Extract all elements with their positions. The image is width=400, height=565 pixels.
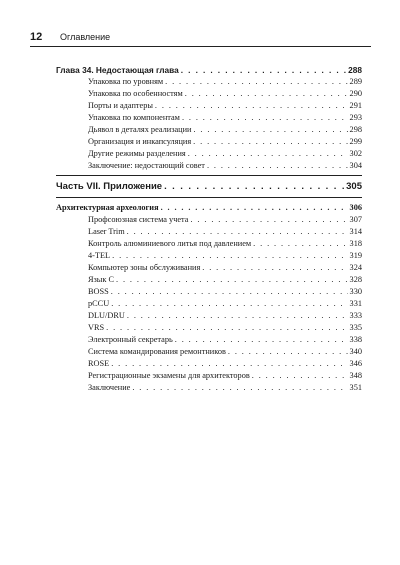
toc-page: 324 xyxy=(349,263,362,272)
page-header xyxy=(30,28,371,47)
toc-label: VRS xyxy=(88,323,105,332)
toc-entry[interactable] xyxy=(56,382,362,394)
dot-leader xyxy=(193,136,347,148)
toc-entry[interactable] xyxy=(56,124,362,136)
toc-label: Контроль алюминиевого литья под давлением xyxy=(88,239,252,248)
toc-entry[interactable] xyxy=(56,358,362,370)
appendix-sections xyxy=(56,214,362,394)
dot-leader xyxy=(106,322,347,334)
dot-leader xyxy=(127,226,348,238)
dot-leader xyxy=(116,274,348,286)
toc-entry[interactable] xyxy=(56,148,362,160)
dot-leader xyxy=(132,382,347,394)
toc-label: DLU/DRU xyxy=(88,311,125,320)
toc-page: 307 xyxy=(349,215,362,224)
toc-page: 314 xyxy=(349,227,362,236)
toc-entry[interactable] xyxy=(56,100,362,112)
toc-entry[interactable] xyxy=(56,262,362,274)
toc-label: Laser Trim xyxy=(88,227,125,236)
toc-entry[interactable] xyxy=(56,298,362,310)
toc-page: 351 xyxy=(349,383,362,392)
toc-chapter-34[interactable] xyxy=(56,64,362,76)
chapter-34-sections xyxy=(56,76,362,172)
toc-page: 289 xyxy=(349,77,362,86)
toc-page: 306 xyxy=(349,203,362,212)
toc-page: 331 xyxy=(349,299,362,308)
dot-leader xyxy=(161,202,348,214)
toc-page: 318 xyxy=(349,239,362,248)
toc-entry[interactable] xyxy=(56,274,362,286)
toc-label: Архитектурная археология xyxy=(56,203,159,212)
toc-label: Электронный секретарь xyxy=(88,335,173,344)
toc-page: 338 xyxy=(349,335,362,344)
toc-label: Другие режимы разделения xyxy=(88,149,186,158)
toc-page: 346 xyxy=(349,359,362,368)
toc-page: 298 xyxy=(349,125,362,134)
toc-label: Дьявол в деталях реализации xyxy=(88,125,192,134)
toc-label: 4-TEL xyxy=(88,251,111,260)
toc-page: 330 xyxy=(349,287,362,296)
toc-page: 333 xyxy=(349,311,362,320)
toc-label: Глава 34. Недостающая глава xyxy=(56,65,179,75)
toc-entry[interactable] xyxy=(56,346,362,358)
toc-entry[interactable] xyxy=(56,370,362,382)
toc-label: Система командирования ремонтников xyxy=(88,347,226,356)
dot-leader xyxy=(190,214,347,226)
dot-leader xyxy=(228,346,348,358)
toc-entry[interactable] xyxy=(56,334,362,346)
toc-page: 348 xyxy=(349,371,362,380)
toc-label: Регистрационные экзамены для архитекторов xyxy=(88,371,250,380)
toc-label: Часть VII. Приложение xyxy=(56,181,163,192)
toc-entry[interactable] xyxy=(56,322,362,334)
toc-page: 335 xyxy=(349,323,362,332)
toc-label: Упаковка по компонентам xyxy=(88,113,180,122)
toc-label: Упаковка по особенностям xyxy=(88,89,183,98)
toc-page: 319 xyxy=(349,251,362,260)
toc-page: 299 xyxy=(349,137,362,146)
toc-page: 293 xyxy=(349,113,362,122)
page-number: 12 xyxy=(30,31,43,43)
divider xyxy=(56,175,362,176)
toc-label: Упаковка по уровням xyxy=(88,77,164,86)
toc-entry[interactable] xyxy=(56,76,362,88)
dot-leader xyxy=(175,334,348,346)
dot-leader xyxy=(111,298,347,310)
toc-page: 304 xyxy=(349,161,362,170)
toc-entry[interactable] xyxy=(56,238,362,250)
toc-label: Язык C xyxy=(88,275,115,284)
toc-entry[interactable] xyxy=(56,88,362,100)
dot-leader xyxy=(185,88,348,100)
dot-leader xyxy=(127,310,348,322)
dot-leader xyxy=(188,148,348,160)
dot-leader xyxy=(202,262,347,274)
dot-leader xyxy=(155,100,348,112)
divider xyxy=(56,197,362,198)
toc-label: ROSE xyxy=(88,359,110,368)
toc-part-7[interactable] xyxy=(56,180,362,194)
toc-entry[interactable] xyxy=(56,310,362,322)
toc-entry[interactable] xyxy=(56,136,362,148)
toc-entry[interactable] xyxy=(56,214,362,226)
toc-label: Организация и инкапсуляция xyxy=(88,137,192,146)
toc-page: 340 xyxy=(349,347,362,356)
dot-leader xyxy=(111,286,348,298)
dot-leader xyxy=(112,250,347,262)
dot-leader xyxy=(165,76,347,88)
toc-entry[interactable] xyxy=(56,286,362,298)
toc-label: Профсоюзная система учета xyxy=(88,215,189,224)
dot-leader xyxy=(193,124,347,136)
toc-label: Заключение xyxy=(88,383,131,392)
running-title: Оглавление xyxy=(60,32,111,42)
dot-leader xyxy=(207,160,348,172)
dot-leader xyxy=(111,358,347,370)
toc-appendix[interactable] xyxy=(56,202,362,214)
toc-page: 305 xyxy=(346,181,362,192)
toc-page: 291 xyxy=(349,101,362,110)
toc-label: Заключение: недостающий совет xyxy=(88,161,205,170)
dot-leader xyxy=(181,64,346,76)
dot-leader xyxy=(253,238,347,250)
toc-page: 290 xyxy=(349,89,362,98)
toc-entry[interactable] xyxy=(56,160,362,172)
dot-leader xyxy=(182,112,348,124)
dot-leader xyxy=(164,180,344,194)
toc-page: 288 xyxy=(348,65,362,75)
toc-label: Компьютер зоны обслуживания xyxy=(88,263,201,272)
toc-entry[interactable] xyxy=(56,226,362,238)
toc-entry[interactable] xyxy=(56,112,362,124)
table-of-contents xyxy=(56,64,362,394)
toc-page: 328 xyxy=(349,275,362,284)
toc-label: pCCU xyxy=(88,299,110,308)
toc-label: Порты и адаптеры xyxy=(88,101,153,110)
toc-label: BOSS xyxy=(88,287,109,296)
dot-leader xyxy=(252,370,348,382)
toc-entry[interactable] xyxy=(56,250,362,262)
toc-page: 302 xyxy=(349,149,362,158)
